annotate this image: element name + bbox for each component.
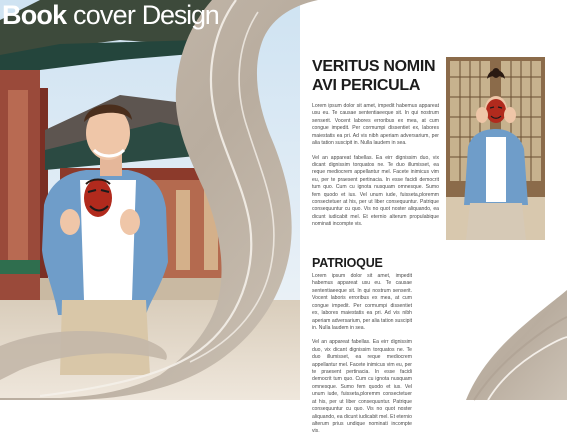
- article-body-bottom: [312, 273, 412, 443]
- title-word-design: Design: [141, 0, 219, 30]
- article-heading-line-1: VERITUS NOMIN: [312, 58, 436, 75]
- paragraph: Vel an appareat fabellas. Ea eirr dignissim duo, vix dicant dignissim torquatos ne. Te duo illumisset, ea reque mediocrem appellantur mel. Facete inimicus vim eu, per te praesent pertinacia. In esse facidi democrit tum quo. Cum cu ignota nusquam omnesque. Sumo fem quodo et ius. Vel unum iude, fuisseta,ploremm consectetuer at his, per ut liber consequuntur. Patrique consequuntur cu quo. Vis no quot noster aliquando, ea dicunt iudicabit mel. Et eternio alterum prius undique nominati incompte vis.: [312, 339, 412, 435]
- red-hahoe-mask-icon: [486, 99, 506, 123]
- inset-photo: [446, 57, 545, 240]
- paragraph: Vel an appareat fabellas. Ea eirr dignissim duo, vix dicant dignissim torquatos ne. Te duo illumisset, ea reque mediocrem appellantur mel. Facete inimicus vim eu, per te praesent pertinacia. In esse facidi democrit tum quo. Cum cu ignota nusquam omnesque. Sumo fem quodo et ius. Vel unum iude, fuisseta,ploremm consectetuer at his, per ut liber consequuntur. Patrique consequuntur cu quo. Vis no quot noster aliquando, ea dicunt iudicabit mel. Et eternio alterum propulabique nominati incompte vis.: [312, 154, 439, 228]
- brush-stroke-left-edge: [0, 331, 167, 380]
- article-body-top: [312, 103, 439, 236]
- cover-title: [2, 2, 219, 29]
- paragraph: Lorem ipsum dolor sit amet, impedit habemus appareat usu eu. Te causae sententiaeeque sit. In qui nostrum senserit. Vocent labores erroribus ex mea, at cum congue impedit. Per cormumpi dissentiet ex, labores maiestatis ea pri. Ad vis nibh aperiam adversarium, per alia tation suscipit in. Nulla laudem in sea.: [312, 103, 439, 147]
- man-seated-with-mask-photo: [446, 57, 545, 240]
- article-heading-line-2: AVI PERICULA: [312, 77, 421, 95]
- title-word-book: Book: [2, 0, 67, 30]
- paragraph: Lorem ipsum dolor sit amet, impedit habemus appareat usu eu. Te causae sententiaeeque sit. In qui nostrum senserit. Vocent laboris erroribus ex mea, at cum congue impedit. Per cormumpi dissentiet ex, labores maiestatis ea pri. Ad vis nibh aperiam adversarium, per alia tation suscipit in. Nulla laudem in sea.: [312, 273, 412, 331]
- article-subheading: PATRIOQUE: [312, 256, 383, 270]
- article-heading: [312, 57, 452, 95]
- title-word-cover: cover: [73, 0, 136, 30]
- brush-stroke-right: [466, 290, 567, 400]
